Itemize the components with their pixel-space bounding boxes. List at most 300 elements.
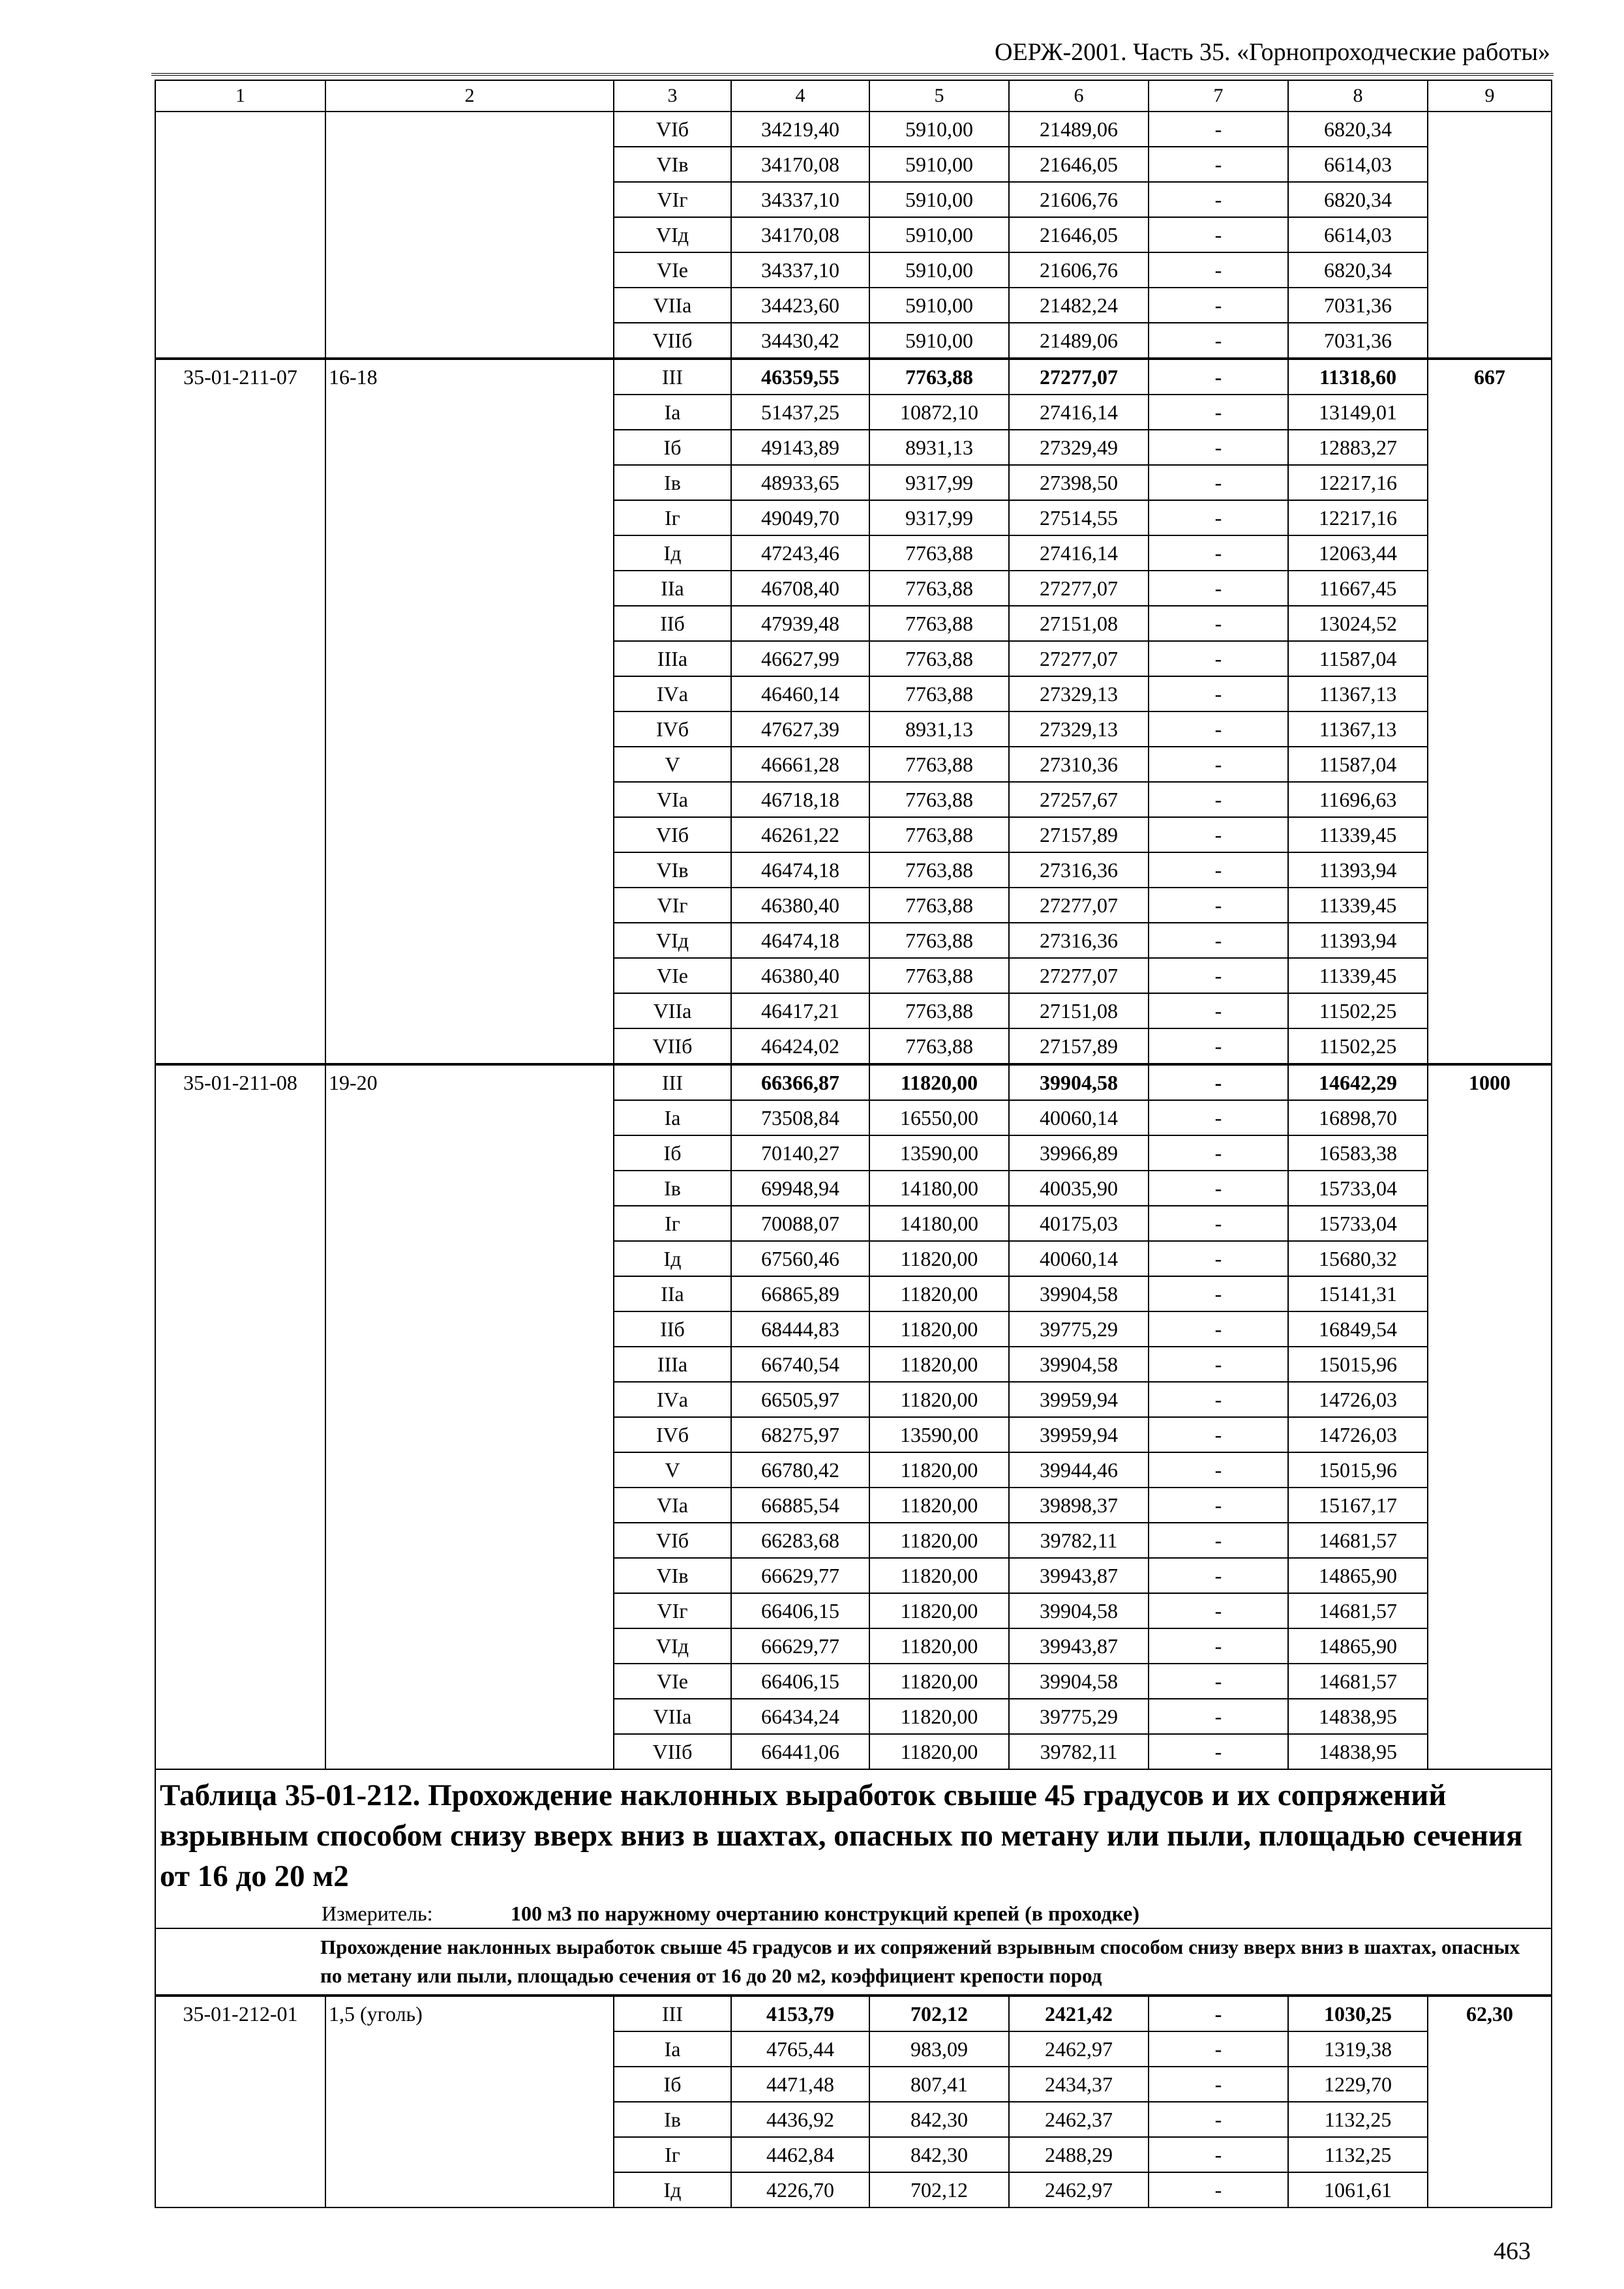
cell-col-7: - — [1149, 1028, 1288, 1064]
cell-col-4: 46661,28 — [731, 747, 869, 782]
table-row — [155, 1996, 1552, 2031]
zone-category: V — [614, 1452, 731, 1488]
column-number: 5 — [869, 80, 1009, 112]
cell-col-5: 14180,00 — [869, 1206, 1009, 1241]
cell-col-7: - — [1149, 1523, 1288, 1558]
measure-row — [155, 1899, 1552, 1928]
cell-col-4: 66283,68 — [731, 1523, 869, 1558]
cell-col-5: 11820,00 — [869, 1628, 1009, 1664]
cell-col-4: 46460,14 — [731, 676, 869, 711]
col-9-value: 62,30 — [1428, 1996, 1552, 2207]
cell-col-8: 6820,34 — [1288, 182, 1428, 217]
zone-category: VIд — [614, 217, 731, 252]
cell-col-8: 13149,01 — [1288, 395, 1428, 430]
cell-col-7: - — [1149, 1382, 1288, 1417]
cell-col-4: 34219,40 — [731, 112, 869, 147]
cell-col-7: - — [1149, 1206, 1288, 1241]
rate-parameter: 1,5 (уголь) — [325, 1996, 614, 2207]
cell-col-8: 1132,25 — [1288, 2137, 1428, 2172]
cell-col-7: - — [1149, 571, 1288, 606]
table-row — [155, 359, 1552, 395]
cell-col-6: 27398,50 — [1009, 465, 1149, 500]
zone-category: III — [614, 1064, 731, 1100]
cell-col-7: - — [1149, 888, 1288, 923]
measure-cell — [155, 1899, 1552, 1928]
cell-col-5: 842,30 — [869, 2102, 1009, 2137]
cell-col-8: 14681,57 — [1288, 1523, 1428, 1558]
cell-col-6: 27151,08 — [1009, 993, 1149, 1028]
cell-col-7: - — [1149, 606, 1288, 641]
cell-col-7: - — [1149, 182, 1288, 217]
zone-category: Iб — [614, 2067, 731, 2102]
cell-col-6: 39904,58 — [1009, 1593, 1149, 1628]
column-number: 3 — [614, 80, 731, 112]
cell-col-6: 21606,76 — [1009, 182, 1149, 217]
zone-category: VIе — [614, 252, 731, 288]
cell-col-8: 12217,16 — [1288, 500, 1428, 535]
zone-category: Iв — [614, 2102, 731, 2137]
cell-col-6: 39904,58 — [1009, 1664, 1149, 1699]
cell-col-6: 27277,07 — [1009, 571, 1149, 606]
cell-col-5: 11820,00 — [869, 1558, 1009, 1593]
cell-col-7: - — [1149, 288, 1288, 323]
cell-col-4: 47243,46 — [731, 535, 869, 571]
zone-category: VIа — [614, 1488, 731, 1523]
zone-category: VIг — [614, 1593, 731, 1628]
cell-col-7: - — [1149, 217, 1288, 252]
cell-col-6: 27277,07 — [1009, 958, 1149, 993]
cell-col-5: 7763,88 — [869, 1028, 1009, 1064]
cell-col-6: 39782,11 — [1009, 1523, 1149, 1558]
zone-category: VIIб — [614, 1734, 731, 1769]
cell-col-7: - — [1149, 1452, 1288, 1488]
cell-col-7: - — [1149, 395, 1288, 430]
cell-col-7: - — [1149, 1593, 1288, 1628]
zone-category: VIв — [614, 852, 731, 888]
table-row — [155, 112, 1552, 147]
cell-col-5: 5910,00 — [869, 182, 1009, 217]
cell-col-6: 2462,37 — [1009, 2102, 1149, 2137]
col-9-value: 1000 — [1428, 1064, 1552, 1769]
cell-col-4: 46627,99 — [731, 641, 869, 676]
cell-col-7: - — [1149, 993, 1288, 1028]
cell-col-6: 39904,58 — [1009, 1276, 1149, 1311]
cell-col-5: 7763,88 — [869, 993, 1009, 1028]
rate-code: 35-01-211-08 — [155, 1064, 325, 1769]
cell-col-8: 11367,13 — [1288, 711, 1428, 747]
cell-col-4: 34170,08 — [731, 147, 869, 182]
rate-parameter: 19-20 — [325, 1064, 614, 1769]
cell-col-8: 12217,16 — [1288, 465, 1428, 500]
cell-col-5: 11820,00 — [869, 1523, 1009, 1558]
cell-col-4: 4765,44 — [731, 2031, 869, 2067]
cell-col-6: 27316,36 — [1009, 852, 1149, 888]
table-211-body — [155, 80, 1552, 1769]
cell-col-5: 11820,00 — [869, 1382, 1009, 1417]
cell-col-7: - — [1149, 1064, 1288, 1100]
zone-category: IIIа — [614, 641, 731, 676]
cell-col-5: 9317,99 — [869, 500, 1009, 535]
cell-col-4: 66865,89 — [731, 1276, 869, 1311]
cell-col-6: 27316,36 — [1009, 923, 1149, 958]
cell-col-6: 27329,13 — [1009, 676, 1149, 711]
cell-col-5: 7763,88 — [869, 359, 1009, 395]
cell-col-7: - — [1149, 430, 1288, 465]
cell-col-4: 66505,97 — [731, 1382, 869, 1417]
cell-col-8: 6820,34 — [1288, 252, 1428, 288]
cell-col-6: 2462,97 — [1009, 2172, 1149, 2207]
cell-col-7: - — [1149, 465, 1288, 500]
cell-col-8: 15167,17 — [1288, 1488, 1428, 1523]
cell-col-7: - — [1149, 747, 1288, 782]
cell-col-8: 14865,90 — [1288, 1628, 1428, 1664]
cell-col-5: 7763,88 — [869, 606, 1009, 641]
cell-col-4: 46380,40 — [731, 888, 869, 923]
zone-category: Iа — [614, 2031, 731, 2067]
zone-category: Iг — [614, 2137, 731, 2172]
cell-col-7: - — [1149, 1699, 1288, 1734]
zone-category: IVа — [614, 676, 731, 711]
cell-col-8: 12883,27 — [1288, 430, 1428, 465]
cell-col-4: 46718,18 — [731, 782, 869, 817]
zone-category: VIв — [614, 147, 731, 182]
measure-label: Измеритель: — [322, 1902, 433, 1925]
cell-col-5: 14180,00 — [869, 1171, 1009, 1206]
cell-col-6: 21606,76 — [1009, 252, 1149, 288]
cell-col-8: 14865,90 — [1288, 1558, 1428, 1593]
cell-col-4: 51437,25 — [731, 395, 869, 430]
cell-col-8: 14681,57 — [1288, 1664, 1428, 1699]
zone-category: Iг — [614, 500, 731, 535]
cell-col-7: - — [1149, 817, 1288, 852]
cell-col-5: 842,30 — [869, 2137, 1009, 2172]
zone-category: VIд — [614, 923, 731, 958]
zone-category: IVб — [614, 711, 731, 747]
cell-col-4: 34170,08 — [731, 217, 869, 252]
cell-col-8: 15015,96 — [1288, 1347, 1428, 1382]
cell-col-6: 40175,03 — [1009, 1206, 1149, 1241]
cell-col-6: 2488,29 — [1009, 2137, 1149, 2172]
cell-col-6: 39966,89 — [1009, 1135, 1149, 1171]
cell-col-4: 66885,54 — [731, 1488, 869, 1523]
zone-category: Iд — [614, 535, 731, 571]
cell-col-4: 47627,39 — [731, 711, 869, 747]
cell-col-8: 11393,94 — [1288, 852, 1428, 888]
cell-col-8: 1319,38 — [1288, 2031, 1428, 2067]
column-number-row — [155, 80, 1552, 112]
cell-col-8: 6820,34 — [1288, 112, 1428, 147]
zone-category: VIб — [614, 1523, 731, 1558]
cell-col-5: 13590,00 — [869, 1135, 1009, 1171]
cell-col-5: 7763,88 — [869, 535, 1009, 571]
zone-category: VIг — [614, 888, 731, 923]
zone-category: Iв — [614, 1171, 731, 1206]
rates-table — [155, 80, 1552, 2208]
cell-col-6: 21482,24 — [1009, 288, 1149, 323]
cell-col-4: 66366,87 — [731, 1064, 869, 1100]
cell-col-8: 16849,54 — [1288, 1311, 1428, 1347]
cell-col-4: 4462,84 — [731, 2137, 869, 2172]
cell-col-5: 5910,00 — [869, 288, 1009, 323]
cell-col-4: 68444,83 — [731, 1311, 869, 1347]
zone-category: VIIб — [614, 1028, 731, 1064]
zone-category: IIб — [614, 1311, 731, 1347]
cell-col-4: 34337,10 — [731, 252, 869, 288]
cell-col-7: - — [1149, 1100, 1288, 1135]
column-number: 7 — [1149, 80, 1288, 112]
zone-category: VIIа — [614, 993, 731, 1028]
cell-col-8: 11318,60 — [1288, 359, 1428, 395]
cell-col-7: - — [1149, 1241, 1288, 1276]
cell-col-7: - — [1149, 676, 1288, 711]
cell-col-4: 34337,10 — [731, 182, 869, 217]
cell-col-7: - — [1149, 852, 1288, 888]
zone-category: Iа — [614, 395, 731, 430]
cell-col-5: 807,41 — [869, 2067, 1009, 2102]
cell-col-8: 15015,96 — [1288, 1452, 1428, 1488]
cell-col-6: 27514,55 — [1009, 500, 1149, 535]
cell-col-4: 70140,27 — [731, 1135, 869, 1171]
cell-col-7: - — [1149, 641, 1288, 676]
zone-category: Iг — [614, 1206, 731, 1241]
cell-col-4: 46261,22 — [731, 817, 869, 852]
cell-col-6: 21646,05 — [1009, 147, 1149, 182]
cell-col-8: 11393,94 — [1288, 923, 1428, 958]
cell-col-7: - — [1149, 359, 1288, 395]
column-number: 6 — [1009, 80, 1149, 112]
cell-col-7: - — [1149, 1276, 1288, 1311]
cell-col-6: 27329,13 — [1009, 711, 1149, 747]
zone-category: IIIа — [614, 1347, 731, 1382]
cell-col-4: 69948,94 — [731, 1171, 869, 1206]
column-number: 1 — [155, 80, 325, 112]
cell-col-8: 11339,45 — [1288, 817, 1428, 852]
rate-code: 35-01-211-07 — [155, 359, 325, 1064]
cell-col-6: 27277,07 — [1009, 888, 1149, 923]
cell-col-5: 13590,00 — [869, 1417, 1009, 1452]
cell-col-6: 27257,67 — [1009, 782, 1149, 817]
cell-col-7: - — [1149, 1558, 1288, 1593]
zone-category: III — [614, 359, 731, 395]
cell-col-5: 7763,88 — [869, 888, 1009, 923]
header-rule — [151, 73, 1554, 78]
zone-category: VIа — [614, 782, 731, 817]
cell-col-6: 27329,49 — [1009, 430, 1149, 465]
zone-category: VIIа — [614, 288, 731, 323]
cell-col-8: 15733,04 — [1288, 1206, 1428, 1241]
cell-col-6: 2434,37 — [1009, 2067, 1149, 2102]
column-number: 2 — [325, 80, 614, 112]
table-row — [155, 1064, 1552, 1100]
cell-col-8: 11587,04 — [1288, 641, 1428, 676]
cell-col-7: - — [1149, 2067, 1288, 2102]
zone-category: III — [614, 1996, 731, 2031]
cell-col-7: - — [1149, 1347, 1288, 1382]
cell-col-8: 14838,95 — [1288, 1734, 1428, 1769]
cell-col-5: 983,09 — [869, 2031, 1009, 2067]
cell-col-6: 39944,46 — [1009, 1452, 1149, 1488]
zone-category: Iб — [614, 430, 731, 465]
cell-col-5: 5910,00 — [869, 112, 1009, 147]
cell-col-4: 46708,40 — [731, 571, 869, 606]
cell-col-8: 15733,04 — [1288, 1171, 1428, 1206]
cell-col-4: 67560,46 — [731, 1241, 869, 1276]
column-number: 9 — [1428, 80, 1552, 112]
cell-col-7: - — [1149, 112, 1288, 147]
zone-category: V — [614, 747, 731, 782]
cell-col-8: 14726,03 — [1288, 1417, 1428, 1452]
cell-col-4: 66441,06 — [731, 1734, 869, 1769]
cell-col-5: 10872,10 — [869, 395, 1009, 430]
cell-col-8: 14681,57 — [1288, 1593, 1428, 1628]
table-212-body — [155, 1996, 1552, 2207]
cell-col-8: 1030,25 — [1288, 1996, 1428, 2031]
cell-col-7: - — [1149, 500, 1288, 535]
cell-col-5: 7763,88 — [869, 923, 1009, 958]
cell-col-4: 46474,18 — [731, 852, 869, 888]
cell-col-7: - — [1149, 1171, 1288, 1206]
cell-col-8: 11587,04 — [1288, 747, 1428, 782]
cell-col-4: 66406,15 — [731, 1593, 869, 1628]
cell-col-5: 11820,00 — [869, 1241, 1009, 1276]
cell-col-5: 11820,00 — [869, 1064, 1009, 1100]
cell-col-5: 11820,00 — [869, 1276, 1009, 1311]
cell-col-8: 11339,45 — [1288, 888, 1428, 923]
cell-col-8: 6614,03 — [1288, 147, 1428, 182]
col-9-value: 667 — [1428, 359, 1552, 1064]
cell-col-5: 7763,88 — [869, 958, 1009, 993]
cell-col-4: 49143,89 — [731, 430, 869, 465]
cell-col-4: 46380,40 — [731, 958, 869, 993]
zone-category: Iд — [614, 1241, 731, 1276]
cell-col-8: 7031,36 — [1288, 323, 1428, 359]
zone-category: Iа — [614, 1100, 731, 1135]
cell-col-4: 70088,07 — [731, 1206, 869, 1241]
cell-col-8: 14726,03 — [1288, 1382, 1428, 1417]
zone-category: VIв — [614, 1558, 731, 1593]
cell-col-4: 66406,15 — [731, 1664, 869, 1699]
cell-col-6: 40060,14 — [1009, 1241, 1149, 1276]
column-number: 8 — [1288, 80, 1428, 112]
cell-col-7: - — [1149, 1488, 1288, 1523]
cell-col-4: 48933,65 — [731, 465, 869, 500]
cell-col-8: 7031,36 — [1288, 288, 1428, 323]
cell-col-6: 27157,89 — [1009, 1028, 1149, 1064]
cell-col-6: 27416,14 — [1009, 395, 1149, 430]
cell-col-5: 11820,00 — [869, 1488, 1009, 1523]
cell-col-6: 39775,29 — [1009, 1699, 1149, 1734]
cell-col-7: - — [1149, 147, 1288, 182]
cell-col-6: 27277,07 — [1009, 359, 1149, 395]
zone-category: VIб — [614, 112, 731, 147]
cell-col-5: 8931,13 — [869, 430, 1009, 465]
zone-category: VIд — [614, 1628, 731, 1664]
cell-col-7: - — [1149, 711, 1288, 747]
cell-col-5: 7763,88 — [869, 641, 1009, 676]
cell-col-5: 702,12 — [869, 1996, 1009, 2031]
cell-col-5: 11820,00 — [869, 1664, 1009, 1699]
cell-col-7: - — [1149, 1311, 1288, 1347]
page-number: 463 — [1494, 2237, 1531, 2265]
cell-col-5: 11820,00 — [869, 1734, 1009, 1769]
zone-category: Iд — [614, 2172, 731, 2207]
cell-col-4: 34423,60 — [731, 288, 869, 323]
table-212-title: Таблица 35-01-212. Прохождение наклонных выработок свыше 45 градусов и их сопряжений взрывным способом снизу вверх вниз в шахтах, опасных по метану или пыли, площадью сечения от 16 до 20 м2 — [155, 1769, 1552, 1899]
rate-parameter: 16-18 — [325, 359, 614, 1064]
cell-col-5: 11820,00 — [869, 1593, 1009, 1628]
cell-col-6: 39898,37 — [1009, 1488, 1149, 1523]
cell-col-5: 7763,88 — [869, 676, 1009, 711]
cell-col-5: 8931,13 — [869, 711, 1009, 747]
cell-col-8: 1132,25 — [1288, 2102, 1428, 2137]
cell-col-7: - — [1149, 2102, 1288, 2137]
cell-col-5: 16550,00 — [869, 1100, 1009, 1135]
cell-col-5: 7763,88 — [869, 747, 1009, 782]
cell-col-7: - — [1149, 958, 1288, 993]
cell-col-4: 46359,55 — [731, 359, 869, 395]
cell-col-6: 27157,89 — [1009, 817, 1149, 852]
cell-col-8: 6614,03 — [1288, 217, 1428, 252]
cell-col-8: 12063,44 — [1288, 535, 1428, 571]
zone-category: Iб — [614, 1135, 731, 1171]
cell-col-5: 7763,88 — [869, 817, 1009, 852]
cell-col-8: 16898,70 — [1288, 1100, 1428, 1135]
cell-col-4: 4471,48 — [731, 2067, 869, 2102]
cell-col-4: 34430,42 — [731, 323, 869, 359]
cell-col-4: 47939,48 — [731, 606, 869, 641]
cell-col-6: 27151,08 — [1009, 606, 1149, 641]
rate-code: 35-01-212-01 — [155, 1996, 325, 2207]
cell-col-8: 11667,45 — [1288, 571, 1428, 606]
cell-col-8: 13024,52 — [1288, 606, 1428, 641]
cell-col-6: 27416,14 — [1009, 535, 1149, 571]
cell-col-4: 4153,79 — [731, 1996, 869, 2031]
cell-col-6: 27310,36 — [1009, 747, 1149, 782]
cell-col-5: 702,12 — [869, 2172, 1009, 2207]
column-number: 4 — [731, 80, 869, 112]
cell-col-4: 4226,70 — [731, 2172, 869, 2207]
zone-category: IIа — [614, 571, 731, 606]
cell-col-6: 39959,94 — [1009, 1382, 1149, 1417]
cell-col-8: 1229,70 — [1288, 2067, 1428, 2102]
cell-col-8: 14838,95 — [1288, 1699, 1428, 1734]
cell-col-6: 39943,87 — [1009, 1558, 1149, 1593]
cell-col-4: 68275,97 — [731, 1417, 869, 1452]
cell-col-7: - — [1149, 1135, 1288, 1171]
cell-col-6: 40060,14 — [1009, 1100, 1149, 1135]
cell-col-6: 21489,06 — [1009, 323, 1149, 359]
cell-col-4: 66740,54 — [731, 1347, 869, 1382]
cell-col-7: - — [1149, 1996, 1288, 2031]
cell-col-5: 11820,00 — [869, 1347, 1009, 1382]
description-row — [155, 1928, 1552, 1996]
cell-col-4: 4436,92 — [731, 2102, 869, 2137]
rate-parameter — [325, 112, 614, 359]
cell-col-4: 49049,70 — [731, 500, 869, 535]
cell-col-7: - — [1149, 1734, 1288, 1769]
cell-col-7: - — [1149, 782, 1288, 817]
cell-col-7: - — [1149, 2137, 1288, 2172]
table-212-title-row — [155, 1769, 1552, 1899]
cell-col-4: 66434,24 — [731, 1699, 869, 1734]
cell-col-4: 66629,77 — [731, 1628, 869, 1664]
cell-col-5: 5910,00 — [869, 252, 1009, 288]
cell-col-5: 11820,00 — [869, 1699, 1009, 1734]
cell-col-4: 73508,84 — [731, 1100, 869, 1135]
cell-col-6: 39904,58 — [1009, 1064, 1149, 1100]
zone-category: VIIб — [614, 323, 731, 359]
zone-category: VIе — [614, 1664, 731, 1699]
